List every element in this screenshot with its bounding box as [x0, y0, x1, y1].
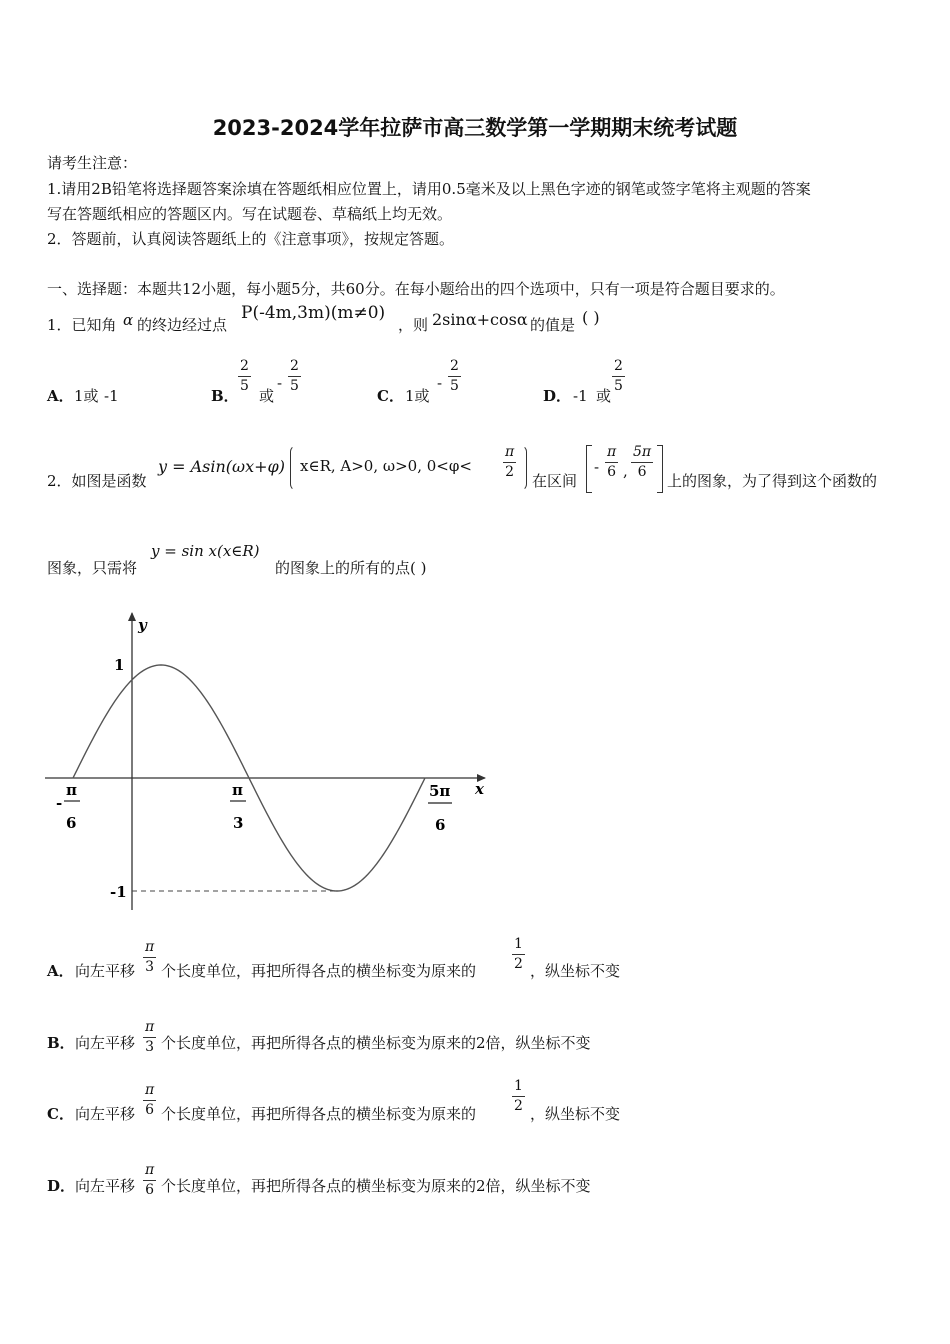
frac-den: 5 [240, 378, 249, 394]
q2-line2-lead: 图象，只需将 [47, 559, 138, 577]
curve-point [72, 777, 73, 778]
q2-option-a-mid: 个长度单位，再把所得各点的横坐标变为原来的 [161, 962, 477, 980]
frac-num: π [143, 1163, 156, 1181]
curve-point [160, 664, 161, 665]
frac-num: π [143, 1020, 156, 1038]
q2-left-paren [290, 445, 297, 491]
frac-num: 2 [288, 359, 301, 377]
q2-option-b-mid: 个长度单位，再把所得各点的横坐标变为原来的2倍，纵坐标不变 [161, 1034, 591, 1052]
curve-point [336, 890, 337, 891]
q1-option-b-or: 或 [259, 387, 275, 405]
frac-den: 5 [614, 378, 623, 394]
q2-right-paren [520, 445, 527, 491]
q2-condition: x∈R, A>0, ω>0, 0<φ< [300, 457, 472, 475]
q2-option-b-pre: 向左平移 [75, 1034, 136, 1052]
notice-header: 请考生注意： [47, 154, 138, 172]
q2-option-a-pre: 向左平移 [75, 962, 136, 980]
q1-option-b-frac2 [288, 359, 301, 394]
q2-line2-tail: 的图象上的所有的点( ) [275, 559, 427, 577]
curve-point [190, 680, 191, 681]
frac-den: 5 [450, 378, 459, 394]
frac-num: π [503, 445, 516, 463]
q2-option-a-post: ，纵坐标不变 [530, 962, 621, 980]
q2-right-bracket [657, 445, 663, 493]
sine-graph [40, 600, 500, 920]
y-tick-neg1: -1 [110, 883, 127, 901]
q1-option-d-frac [612, 359, 625, 394]
curve-point [424, 777, 425, 778]
x-tick-5pi6-den: 6 [435, 816, 446, 834]
curve-point [307, 875, 308, 876]
q2-option-c-label: C． [47, 1105, 74, 1123]
frac-den: 5 [290, 378, 299, 394]
curve-point [278, 834, 279, 835]
frac-den: 6 [637, 464, 647, 480]
q1-option-c-frac [448, 359, 461, 394]
q2-lead: 2．如图是函数 [47, 472, 147, 490]
q2-option-c-factor [512, 1079, 525, 1114]
q1-option-a-math: -1 [104, 387, 119, 405]
q1-point: P(-4m,3m)(m≠0) [241, 303, 386, 323]
q2-option-d-label: D． [47, 1177, 76, 1195]
curve-point [131, 680, 132, 681]
frac-num: π [605, 445, 618, 463]
q2-option-c-pre: 向左平移 [75, 1105, 136, 1123]
frac-den: 6 [145, 1182, 155, 1198]
notice-line1b: 写在答题纸相应的答题区内。写在试题卷、草稿纸上均无效。 [47, 205, 453, 223]
q2-interval-neg: - [594, 458, 600, 476]
page-title: 2023-2024学年拉萨市高三数学第一学期期末统考试题 [212, 116, 738, 140]
q2-line2-function: y = sin x(x∈R) [151, 542, 260, 560]
x-tick-neg-pi6-num: π [66, 781, 77, 799]
frac-den: 3 [145, 959, 155, 975]
curve-point [395, 834, 396, 835]
q1-option-a-label: A． [47, 387, 74, 405]
q1-option-a-text: 1或 [74, 387, 99, 405]
y-tick-1: 1 [114, 656, 125, 674]
curve-point [219, 721, 220, 722]
x-axis-label: x [475, 780, 484, 798]
q2-option-d-shift [143, 1163, 156, 1198]
q2-option-d-pre: 向左平移 [75, 1177, 136, 1195]
frac-den: 3 [145, 1039, 155, 1055]
x-tick-pi3-den: 3 [233, 814, 244, 832]
q2-after: 上的图象，为了得到这个函数的 [667, 472, 878, 490]
q2-left-bracket [586, 445, 592, 493]
q1-option-c-label: C． [377, 387, 404, 405]
q2-option-a-shift [143, 940, 156, 975]
q2-option-a-factor [512, 937, 525, 972]
q2-option-a-label: A． [47, 962, 74, 980]
section-heading: 一、选择题：本题共12小题，每小题5分，共60分。在每小题给出的四个选项中，只有一项是符合题目要求的。 [47, 280, 785, 298]
q1-option-c-neg: - [437, 374, 443, 392]
frac-num: 1 [512, 937, 525, 955]
notice-line1a: 1.请用2B铅笔将选择题答案涂填在答题纸相应位置上，请用0.5毫米及以上黑色字迹的钢笔或签字笔将主观题的答案 [47, 180, 811, 198]
q2-option-c-shift [143, 1083, 156, 1118]
q2-option-c-mid: 个长度单位，再把所得各点的横坐标变为原来的 [161, 1105, 477, 1123]
frac-num: 2 [448, 359, 461, 377]
q2-option-b-label: B． [47, 1034, 75, 1052]
x-tick-pi3-num: π [232, 781, 243, 799]
x-tick-5pi6-num: 5π [429, 782, 451, 800]
q2-option-b-shift [143, 1020, 156, 1055]
notice-line2: 2．答题前，认真阅读答题纸上的《注意事项》，按规定答题。 [47, 230, 455, 248]
q2-function: y = Asin(ωx+φ) [158, 457, 285, 476]
curve-point [248, 777, 249, 778]
q2-option-d-mid: 个长度单位，再把所得各点的横坐标变为原来的2倍，纵坐标不变 [161, 1177, 591, 1195]
q1-option-d-math: -1 [573, 387, 588, 405]
frac-den: 6 [607, 464, 617, 480]
q1-option-c-text: 1或 [405, 387, 430, 405]
y-axis-label: y [138, 616, 147, 634]
frac-num: 1 [512, 1079, 525, 1097]
frac-den: 6 [145, 1102, 155, 1118]
frac-den: 2 [514, 956, 523, 972]
x-tick-neg-pi6-sign: - [56, 794, 63, 812]
frac-den: 2 [514, 1098, 523, 1114]
frac-num: π [143, 1083, 156, 1101]
q2-interval-start [605, 445, 618, 480]
frac-num: π [143, 940, 156, 958]
q2-option-c-post: ，纵坐标不变 [530, 1105, 621, 1123]
q1-option-d-label: D． [543, 387, 572, 405]
q2-interval-comma: , [623, 462, 628, 480]
frac-num: 2 [612, 359, 625, 377]
q1-option-b-label: B． [211, 387, 239, 405]
q1-expression: 2sinα+cosα [432, 310, 528, 329]
q1-lead: 1．已知角 [47, 316, 117, 334]
q2-pi-over-two [503, 445, 516, 480]
q1-option-d-or: 或 [596, 387, 612, 405]
q1-answer-paren: ( ) [582, 308, 600, 327]
q1-then: ，则 [398, 316, 429, 334]
q2-interval-end [631, 445, 653, 480]
frac-den: 2 [505, 464, 515, 480]
q1-tail: 的值是 [530, 316, 576, 334]
q1-option-b-frac1 [238, 359, 251, 394]
q1-mid: 的终边经过点 [137, 316, 228, 334]
curve-point [366, 875, 367, 876]
frac-num: 5π [631, 445, 653, 463]
x-tick-neg-pi6-den: 6 [66, 814, 77, 832]
q2-interval-word: 在区间 [532, 472, 578, 490]
q1-alpha: α [123, 311, 134, 329]
frac-num: 2 [238, 359, 251, 377]
q1-option-b-neg: - [277, 374, 283, 392]
curve-point [102, 721, 103, 722]
